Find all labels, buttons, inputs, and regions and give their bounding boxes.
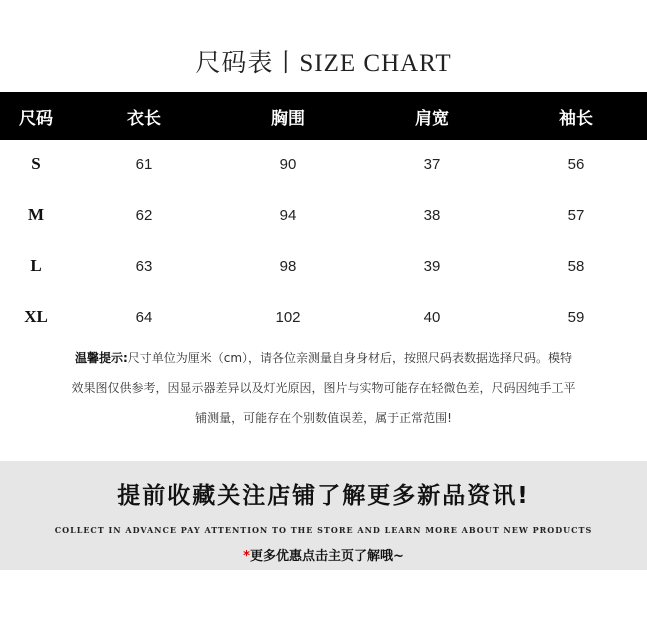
size-cell: S [31, 154, 41, 173]
header-sleeve: 袖长 [559, 108, 593, 129]
size-note-line-3: 铺测量，可能存在个别数值误差，属于正常范围! [195, 411, 452, 425]
banner-title: 提前收藏关注店铺了解更多新品资讯! [117, 483, 530, 509]
chest-cell: 102 [275, 308, 301, 326]
shoulder-cell: 39 [423, 257, 441, 275]
size-cell: XL [24, 307, 48, 326]
header-shoulder: 肩宽 [415, 108, 449, 129]
shoulder-cell: 38 [423, 206, 441, 224]
length-cell: 61 [135, 155, 153, 173]
sleeve-cell: 57 [567, 206, 585, 224]
header-chest: 胸围 [271, 108, 305, 129]
chest-cell: 94 [279, 206, 297, 224]
size-note-line-2: 效果图仅供参考，因显示器差异以及灯光原因，图片与实物可能存在轻微色差，尺码因纯手工平 [71, 381, 576, 395]
table-row [0, 246, 647, 286]
star-mark: * [243, 549, 250, 564]
sleeve-cell: 56 [567, 155, 585, 173]
size-cell: M [27, 205, 45, 224]
chest-cell: 90 [279, 155, 297, 173]
header-length: 衣长 [127, 108, 161, 129]
page-title: 尺码表丨SIZE CHART [195, 50, 452, 77]
shoulder-cell: 37 [423, 155, 441, 173]
promo-banner [0, 461, 647, 570]
length-cell: 62 [135, 206, 153, 224]
size-cell: L [30, 256, 42, 275]
table-header [0, 92, 647, 140]
more-deals-link[interactable] [0, 545, 647, 564]
table-row [0, 297, 647, 337]
table-row [0, 195, 647, 235]
table-row [0, 144, 647, 184]
header-size: 尺码 [19, 108, 53, 129]
length-cell: 63 [135, 257, 153, 275]
sleeve-cell: 59 [567, 308, 585, 326]
more-deals-text: 更多优惠点击主页了解哦~ [249, 549, 404, 564]
size-note-line-1 [40, 343, 607, 373]
banner-subtitle: COLLECT IN ADVANCE PAY ATTENTION TO THE STORE AND LEARN MORE ABOUT NEW PRODUCTS [54, 525, 593, 535]
sleeve-cell: 58 [567, 257, 585, 275]
chest-cell: 98 [279, 257, 297, 275]
length-cell: 64 [135, 308, 153, 326]
size-note-label: 温馨提示: [74, 351, 128, 365]
size-note-text: 尺寸单位为厘米（cm），请各位亲测量自身身材后，按照尺码表数据选择尺码。模特 [127, 351, 573, 365]
shoulder-cell: 40 [423, 308, 441, 326]
